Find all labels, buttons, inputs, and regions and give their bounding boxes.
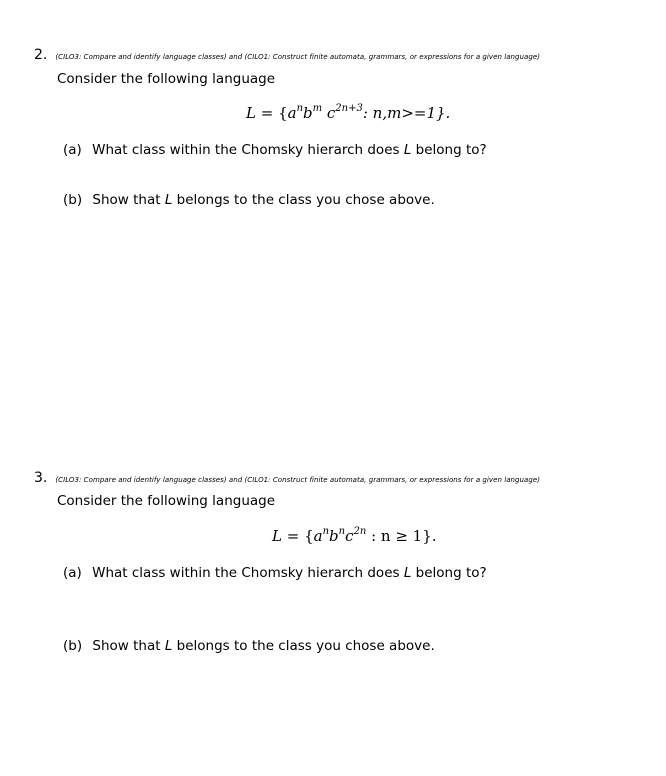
lang-eq: = {: [255, 104, 288, 122]
part-var: L: [164, 638, 173, 654]
part-text: What class within the Chomsky hierarch does: [92, 565, 404, 581]
lang-cond: : n ≥ 1}.: [366, 527, 437, 545]
lang-b-exp: n: [338, 526, 346, 537]
lang-b-exp: m: [312, 103, 323, 114]
question-3-header: [34, 469, 540, 487]
part-text-end: belong to?: [411, 142, 487, 158]
part-var: L: [403, 142, 412, 158]
part-text: What class within the Chomsky hierarch does: [92, 142, 404, 158]
lang-cond: : n,m>=1}.: [362, 104, 451, 122]
question-3-language: [272, 527, 437, 545]
lang-lhs: L: [272, 527, 282, 545]
part-label: (b): [63, 192, 83, 208]
question-number: 3.: [34, 470, 48, 486]
question-3-intro: Consider the following language: [57, 493, 276, 509]
lang-c: c: [345, 527, 354, 545]
lang-c-exp: 2n+3: [335, 103, 363, 114]
lang-b: b: [303, 104, 313, 122]
part-text-end: belongs to the class you chose above.: [172, 192, 435, 208]
lang-c: c: [322, 104, 336, 122]
lang-a-exp: n: [296, 103, 304, 114]
part-label: (a): [63, 142, 82, 158]
part-label: (a): [63, 565, 82, 581]
part-text-end: belong to?: [411, 565, 487, 581]
question-3-part-a: [63, 565, 487, 581]
part-text: Show that: [92, 192, 165, 208]
lang-a: a: [287, 104, 297, 122]
cilo-note: (CILO3: Compare and identify language classes) and (CILO1: Construct finite automata, grammars, or expressions for a given language): [55, 476, 540, 484]
question-3-part-b: [63, 638, 435, 654]
part-text-end: belongs to the class you chose above.: [172, 638, 435, 654]
lang-eq: = {: [281, 527, 314, 545]
part-text: Show that: [92, 638, 165, 654]
lang-a: a: [313, 527, 323, 545]
lang-b: b: [329, 527, 339, 545]
cilo-note: (CILO3: Compare and identify language classes) and (CILO1: Construct finite automata, grammars, or expressions for a given language): [55, 53, 540, 61]
question-2-header: [34, 46, 540, 64]
question-2-part-a: [63, 142, 487, 158]
question-number: 2.: [34, 47, 48, 63]
lang-c-exp: 2n: [353, 526, 367, 537]
question-2-part-b: [63, 192, 435, 208]
question-2-intro: Consider the following language: [57, 71, 276, 87]
lang-a-exp: n: [322, 526, 330, 537]
part-var: L: [164, 192, 173, 208]
part-var: L: [403, 565, 412, 581]
question-2-language: [246, 104, 450, 122]
part-label: (b): [63, 638, 83, 654]
lang-lhs: L: [246, 104, 256, 122]
